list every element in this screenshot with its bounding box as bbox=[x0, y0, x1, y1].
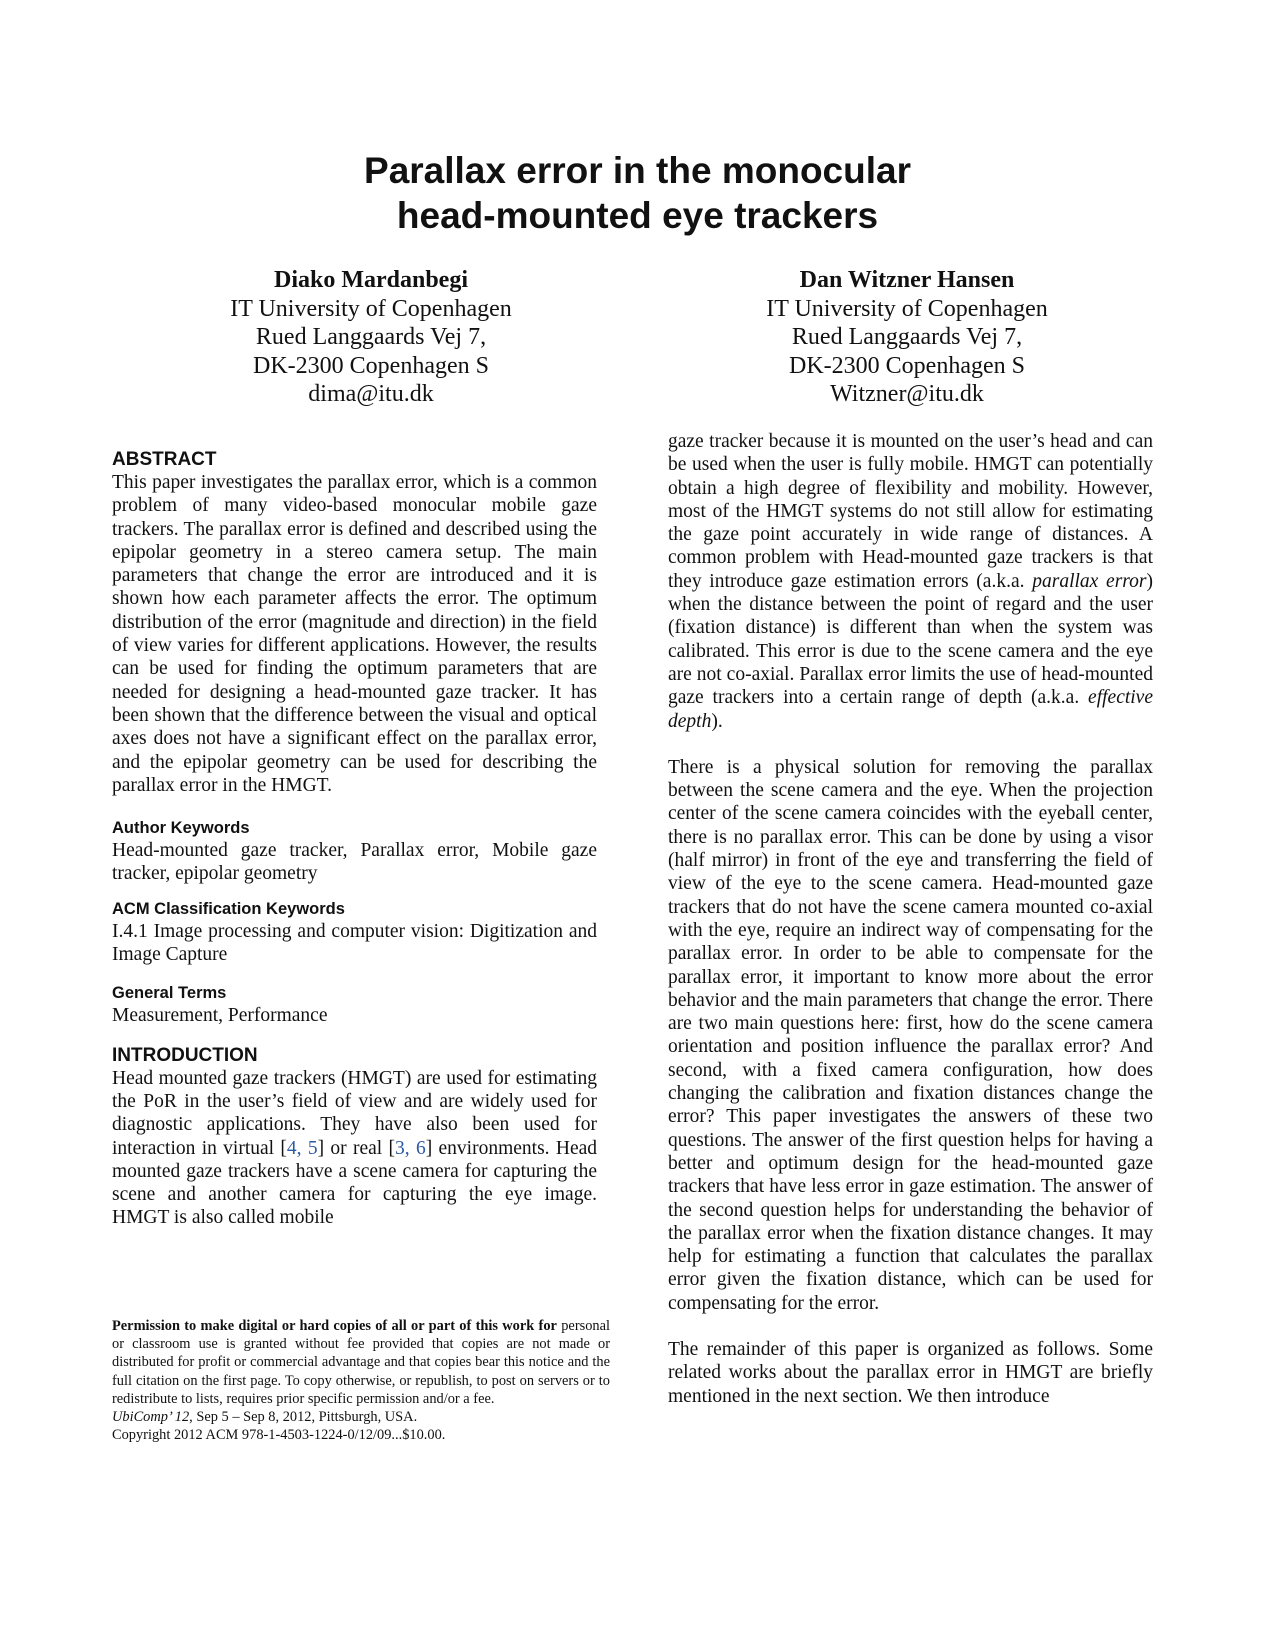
introduction-text: Head mounted gaze trackers (HMGT) are used for estimating the PoR in the user’s field of view and are widely used for diagnostic applications. They have also been used for interaction in virtual [4, 5] or real [3, 6] environments. Head mounted gaze trackers have a scene camera for capturing the scene and another camera for capturing the eye image. HMGT is also called mobile bbox=[112, 1067, 598, 1229]
author-address-line-1: Rued Langgaards Vej 7, bbox=[255, 324, 487, 350]
general-terms-text: Measurement, Performance bbox=[112, 1005, 328, 1027]
author-name: Diako Mardanbegi bbox=[273, 267, 468, 293]
venue-line: UbiComp’ 12, Sep 5 – Sep 8, 2012, Pittsburgh, USA. bbox=[112, 1409, 418, 1426]
paragraph: gaze tracker because it is mounted on the user’s head and can be used when the user is fully mobile. HMGT can potentially obtain a high degree of flexibility and mobility. However, most of the HMGT systems do not still allow for estimating the gaze point accurately in wide range of distances. A common problem with Head-mounted gaze trackers is that they introduce gaze estimation errors (a.k.a. parallax error) when the distance between the point of regard and the user (fixation distance) is different than when the system was calibrated. This error is due to the scene camera and the eye are not co-axial. Parallax error limits the use of head-mounted gaze trackers into a certain range of depth (a.k.a. effective depth). bbox=[668, 431, 1153, 732]
abstract-text: This paper investigates the parallax error, which is a common problem of many video-based monocular mobile gaze trackers. The parallax error is defined and described using the epipolar geometry in a stereo camera setup. The main parameters that change the error are introduced and it is shown how each parameter affects the error. The optimum distribution of the error (magnitude and direction) in the field of view varies for different applications. However, the results can be used for finding the optimum parameters that are needed for designing a head-mounted gaze tracker. It has been shown that the difference between the visual and optical axes does not have a significant effect on the parallax error, and the epipolar geometry can be used for describing the parallax error in the HMGT. bbox=[112, 472, 597, 796]
permission-notice bbox=[112, 1317, 610, 1444]
citation-link[interactable]: 3, 6 bbox=[395, 1137, 426, 1159]
author-block-1 bbox=[141, 266, 601, 409]
right-column bbox=[668, 430, 1153, 1408]
paper-title bbox=[0, 148, 1275, 238]
general-terms-heading: General Terms bbox=[112, 984, 227, 1003]
author-address-line-2: DK-2300 Copenhagen S bbox=[789, 352, 1025, 379]
acm-keywords-heading: ACM Classification Keywords bbox=[112, 899, 345, 918]
left-column bbox=[112, 448, 597, 1230]
author-address-line-2: DK-2300 Copenhagen S bbox=[253, 352, 489, 379]
acm-keywords-text: I.4.1 Image processing and computer vision: Digitization and Image Capture bbox=[112, 920, 597, 966]
author-address-line-1: Rued Langgaards Vej 7, bbox=[791, 324, 1023, 350]
author-keywords-text: Head-mounted gaze tracker, Parallax error, Mobile gaze tracker, epipolar geometry bbox=[112, 840, 597, 885]
paragraph: There is a physical solution for removing the parallax between the scene camera and the eye. When the projection center of the scene camera coincides with the eyeball center, there is no parallax error. This can be done by using a visor (half mirror) in front of the eye and transferring the field of view of the eye to the scene camera. Head-mounted gaze trackers that do not have the scene camera mounted co-axial with the eye, require an indirect way of compensating for the parallax error. In order to be able to compensate for the parallax error, it important to know more about the error behavior and the main parameters that change the error. There are two main questions here: first, how do the scene camera orientation and position influence the parallax error? And second, with a fixed camera configuration, how does changing the calibration and fixation distances change the error? This paper investigates the answers of these two questions. The answer of the first question helps for having a better and optimum design for the head-mounted gaze trackers that have less error in gaze estimation. The answer of the second question helps for understanding the behavior of the parallax error when the fixation distance changes. It may help for estimating a function that calculates the parallax error given the fixation distance, which can be used for compensating for the error. bbox=[668, 756, 1153, 1314]
copyright-line: Copyright 2012 ACM 978-1-4503-1224-0/12/09...$10.00. bbox=[112, 1427, 446, 1444]
introduction-heading: INTRODUCTION bbox=[112, 1044, 258, 1066]
author-keywords-heading: Author Keywords bbox=[112, 819, 250, 838]
permission-text: Permission to make digital or hard copies of all or part of this work for personal or classroom use is granted without fee provided that copies are not made or distributed for profit or commercial advantage and that copies bear this notice and the full citation on the first page. To copy otherwise, or republish, to post on servers or to redistribute to lists, requires prior specific permission and/or a fee. bbox=[112, 1318, 610, 1407]
author-email: dima@itu.dk bbox=[308, 381, 434, 407]
title-line-2: head-mounted eye trackers bbox=[396, 195, 879, 236]
citation-link[interactable]: 4, 5 bbox=[286, 1137, 318, 1159]
author-block-2 bbox=[677, 266, 1137, 409]
author-email: Witzner@itu.dk bbox=[830, 381, 984, 407]
author-name: Dan Witzner Hansen bbox=[799, 267, 1015, 293]
author-affiliation: IT University of Copenhagen bbox=[766, 295, 1048, 322]
abstract-heading: ABSTRACT bbox=[112, 449, 217, 470]
author-affiliation: IT University of Copenhagen bbox=[230, 295, 512, 322]
paragraph: The remainder of this paper is organized as follows. Some related works about the parallax error in HMGT are briefly mentioned in the next section. We then introduce bbox=[668, 1338, 1153, 1407]
title-line-1: Parallax error in the monocular bbox=[364, 150, 911, 191]
